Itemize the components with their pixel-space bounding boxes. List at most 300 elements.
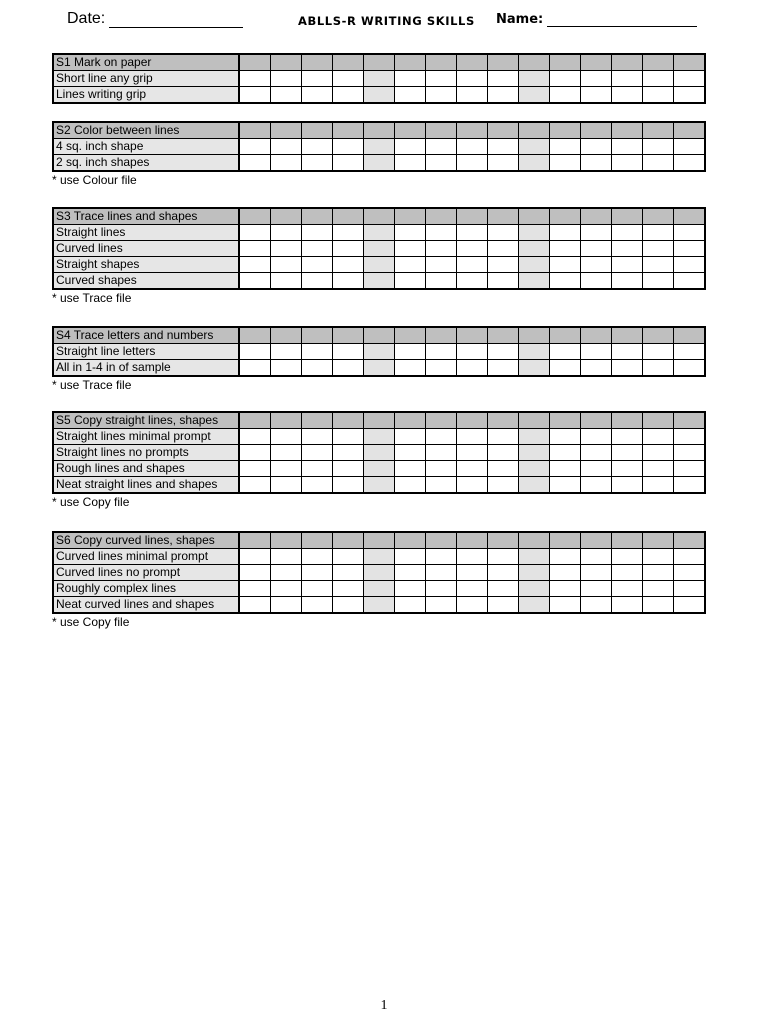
score-cell[interactable] bbox=[581, 225, 612, 241]
score-cell[interactable] bbox=[395, 327, 426, 344]
score-cell[interactable] bbox=[488, 54, 519, 71]
score-cell[interactable] bbox=[395, 461, 426, 477]
score-cell[interactable] bbox=[612, 225, 643, 241]
score-cell[interactable] bbox=[426, 581, 457, 597]
score-cell[interactable] bbox=[426, 71, 457, 87]
score-cell[interactable] bbox=[612, 241, 643, 257]
score-cell[interactable] bbox=[519, 122, 550, 139]
score-cell[interactable] bbox=[674, 122, 706, 139]
score-cell[interactable] bbox=[395, 477, 426, 494]
score-cell[interactable] bbox=[302, 87, 333, 104]
score-cell[interactable] bbox=[457, 122, 488, 139]
score-cell[interactable] bbox=[519, 71, 550, 87]
score-cell[interactable] bbox=[302, 597, 333, 614]
score-cell[interactable] bbox=[395, 597, 426, 614]
score-cell[interactable] bbox=[271, 225, 302, 241]
score-cell[interactable] bbox=[674, 344, 706, 360]
score-cell[interactable] bbox=[239, 344, 271, 360]
score-cell[interactable] bbox=[488, 461, 519, 477]
score-cell[interactable] bbox=[364, 565, 395, 581]
score-cell[interactable] bbox=[302, 429, 333, 445]
score-cell[interactable] bbox=[457, 429, 488, 445]
score-cell[interactable] bbox=[581, 139, 612, 155]
score-cell[interactable] bbox=[364, 54, 395, 71]
score-cell[interactable] bbox=[581, 581, 612, 597]
score-cell[interactable] bbox=[364, 155, 395, 172]
score-cell[interactable] bbox=[612, 581, 643, 597]
score-cell[interactable] bbox=[488, 122, 519, 139]
score-cell[interactable] bbox=[239, 155, 271, 172]
score-cell[interactable] bbox=[426, 208, 457, 225]
score-cell[interactable] bbox=[488, 327, 519, 344]
score-cell[interactable] bbox=[457, 71, 488, 87]
score-cell[interactable] bbox=[457, 532, 488, 549]
score-cell[interactable] bbox=[302, 327, 333, 344]
score-cell[interactable] bbox=[395, 445, 426, 461]
score-cell[interactable] bbox=[488, 477, 519, 494]
score-cell[interactable] bbox=[239, 71, 271, 87]
score-cell[interactable] bbox=[364, 412, 395, 429]
score-cell[interactable] bbox=[550, 54, 581, 71]
score-cell[interactable] bbox=[302, 122, 333, 139]
score-cell[interactable] bbox=[488, 581, 519, 597]
score-cell[interactable] bbox=[550, 461, 581, 477]
score-cell[interactable] bbox=[643, 208, 674, 225]
score-cell[interactable] bbox=[302, 54, 333, 71]
score-cell[interactable] bbox=[488, 257, 519, 273]
score-cell[interactable] bbox=[612, 139, 643, 155]
score-cell[interactable] bbox=[550, 549, 581, 565]
score-cell[interactable] bbox=[239, 477, 271, 494]
score-cell[interactable] bbox=[364, 139, 395, 155]
score-cell[interactable] bbox=[333, 597, 364, 614]
score-cell[interactable] bbox=[519, 532, 550, 549]
score-cell[interactable] bbox=[550, 477, 581, 494]
score-cell[interactable] bbox=[395, 549, 426, 565]
score-cell[interactable] bbox=[364, 122, 395, 139]
score-cell[interactable] bbox=[426, 54, 457, 71]
score-cell[interactable] bbox=[550, 225, 581, 241]
score-cell[interactable] bbox=[550, 597, 581, 614]
score-cell[interactable] bbox=[271, 581, 302, 597]
score-cell[interactable] bbox=[643, 122, 674, 139]
score-cell[interactable] bbox=[488, 429, 519, 445]
score-cell[interactable] bbox=[271, 429, 302, 445]
score-cell[interactable] bbox=[674, 327, 706, 344]
score-cell[interactable] bbox=[426, 344, 457, 360]
score-cell[interactable] bbox=[333, 71, 364, 87]
score-cell[interactable] bbox=[612, 532, 643, 549]
score-cell[interactable] bbox=[550, 581, 581, 597]
score-cell[interactable] bbox=[643, 344, 674, 360]
score-cell[interactable] bbox=[271, 208, 302, 225]
score-cell[interactable] bbox=[643, 327, 674, 344]
score-cell[interactable] bbox=[395, 360, 426, 377]
score-cell[interactable] bbox=[333, 429, 364, 445]
score-cell[interactable] bbox=[550, 155, 581, 172]
score-cell[interactable] bbox=[457, 565, 488, 581]
score-cell[interactable] bbox=[674, 208, 706, 225]
score-cell[interactable] bbox=[395, 429, 426, 445]
score-cell[interactable] bbox=[239, 549, 271, 565]
score-cell[interactable] bbox=[612, 327, 643, 344]
score-cell[interactable] bbox=[395, 139, 426, 155]
score-cell[interactable] bbox=[519, 412, 550, 429]
score-cell[interactable] bbox=[674, 532, 706, 549]
score-cell[interactable] bbox=[239, 225, 271, 241]
score-cell[interactable] bbox=[426, 225, 457, 241]
score-cell[interactable] bbox=[457, 257, 488, 273]
score-cell[interactable] bbox=[302, 549, 333, 565]
score-cell[interactable] bbox=[395, 54, 426, 71]
score-cell[interactable] bbox=[239, 257, 271, 273]
score-cell[interactable] bbox=[643, 461, 674, 477]
score-cell[interactable] bbox=[488, 532, 519, 549]
score-cell[interactable] bbox=[674, 54, 706, 71]
score-cell[interactable] bbox=[271, 360, 302, 377]
score-cell[interactable] bbox=[333, 565, 364, 581]
score-cell[interactable] bbox=[395, 208, 426, 225]
score-cell[interactable] bbox=[674, 461, 706, 477]
score-cell[interactable] bbox=[674, 429, 706, 445]
score-cell[interactable] bbox=[643, 581, 674, 597]
score-cell[interactable] bbox=[581, 565, 612, 581]
score-cell[interactable] bbox=[302, 208, 333, 225]
score-cell[interactable] bbox=[239, 597, 271, 614]
score-cell[interactable] bbox=[239, 412, 271, 429]
score-cell[interactable] bbox=[364, 597, 395, 614]
score-cell[interactable] bbox=[302, 257, 333, 273]
score-cell[interactable] bbox=[519, 360, 550, 377]
score-cell[interactable] bbox=[302, 241, 333, 257]
score-cell[interactable] bbox=[674, 155, 706, 172]
score-cell[interactable] bbox=[612, 122, 643, 139]
score-cell[interactable] bbox=[550, 87, 581, 104]
score-cell[interactable] bbox=[239, 532, 271, 549]
score-cell[interactable] bbox=[612, 87, 643, 104]
score-cell[interactable] bbox=[271, 549, 302, 565]
score-cell[interactable] bbox=[457, 208, 488, 225]
score-cell[interactable] bbox=[426, 122, 457, 139]
score-cell[interactable] bbox=[612, 360, 643, 377]
score-cell[interactable] bbox=[333, 412, 364, 429]
score-cell[interactable] bbox=[550, 429, 581, 445]
score-cell[interactable] bbox=[612, 71, 643, 87]
score-cell[interactable] bbox=[271, 54, 302, 71]
score-cell[interactable] bbox=[643, 412, 674, 429]
score-cell[interactable] bbox=[302, 461, 333, 477]
score-cell[interactable] bbox=[271, 71, 302, 87]
score-cell[interactable] bbox=[488, 139, 519, 155]
score-cell[interactable] bbox=[550, 241, 581, 257]
score-cell[interactable] bbox=[364, 581, 395, 597]
score-cell[interactable] bbox=[457, 445, 488, 461]
score-cell[interactable] bbox=[581, 327, 612, 344]
score-cell[interactable] bbox=[581, 155, 612, 172]
score-cell[interactable] bbox=[426, 477, 457, 494]
score-cell[interactable] bbox=[581, 532, 612, 549]
score-cell[interactable] bbox=[395, 532, 426, 549]
score-cell[interactable] bbox=[271, 565, 302, 581]
score-cell[interactable] bbox=[581, 360, 612, 377]
score-cell[interactable] bbox=[674, 273, 706, 290]
score-cell[interactable] bbox=[519, 327, 550, 344]
score-cell[interactable] bbox=[550, 257, 581, 273]
score-cell[interactable] bbox=[457, 327, 488, 344]
score-cell[interactable] bbox=[302, 155, 333, 172]
score-cell[interactable] bbox=[302, 532, 333, 549]
score-cell[interactable] bbox=[239, 445, 271, 461]
score-cell[interactable] bbox=[519, 581, 550, 597]
score-cell[interactable] bbox=[457, 225, 488, 241]
score-cell[interactable] bbox=[457, 87, 488, 104]
score-cell[interactable] bbox=[581, 461, 612, 477]
score-cell[interactable] bbox=[457, 461, 488, 477]
score-cell[interactable] bbox=[550, 327, 581, 344]
score-cell[interactable] bbox=[612, 155, 643, 172]
score-cell[interactable] bbox=[271, 477, 302, 494]
score-cell[interactable] bbox=[581, 208, 612, 225]
score-cell[interactable] bbox=[333, 581, 364, 597]
score-cell[interactable] bbox=[333, 360, 364, 377]
score-cell[interactable] bbox=[519, 87, 550, 104]
score-cell[interactable] bbox=[426, 87, 457, 104]
score-cell[interactable] bbox=[426, 327, 457, 344]
score-cell[interactable] bbox=[674, 139, 706, 155]
score-cell[interactable] bbox=[333, 549, 364, 565]
score-cell[interactable] bbox=[333, 477, 364, 494]
score-cell[interactable] bbox=[581, 273, 612, 290]
score-cell[interactable] bbox=[519, 208, 550, 225]
score-cell[interactable] bbox=[643, 597, 674, 614]
score-cell[interactable] bbox=[488, 412, 519, 429]
score-cell[interactable] bbox=[302, 412, 333, 429]
score-cell[interactable] bbox=[239, 461, 271, 477]
score-cell[interactable] bbox=[643, 565, 674, 581]
score-cell[interactable] bbox=[550, 71, 581, 87]
score-cell[interactable] bbox=[271, 273, 302, 290]
name-blank-line[interactable] bbox=[547, 12, 697, 27]
score-cell[interactable] bbox=[333, 344, 364, 360]
score-cell[interactable] bbox=[612, 412, 643, 429]
score-cell[interactable] bbox=[488, 344, 519, 360]
score-cell[interactable] bbox=[488, 241, 519, 257]
score-cell[interactable] bbox=[364, 71, 395, 87]
score-cell[interactable] bbox=[674, 549, 706, 565]
score-cell[interactable] bbox=[612, 257, 643, 273]
score-cell[interactable] bbox=[457, 412, 488, 429]
score-cell[interactable] bbox=[426, 273, 457, 290]
score-cell[interactable] bbox=[239, 87, 271, 104]
score-cell[interactable] bbox=[302, 71, 333, 87]
score-cell[interactable] bbox=[674, 257, 706, 273]
score-cell[interactable] bbox=[364, 549, 395, 565]
score-cell[interactable] bbox=[519, 461, 550, 477]
score-cell[interactable] bbox=[364, 344, 395, 360]
score-cell[interactable] bbox=[612, 273, 643, 290]
score-cell[interactable] bbox=[519, 597, 550, 614]
score-cell[interactable] bbox=[643, 139, 674, 155]
score-cell[interactable] bbox=[333, 461, 364, 477]
score-cell[interactable] bbox=[488, 549, 519, 565]
score-cell[interactable] bbox=[364, 429, 395, 445]
score-cell[interactable] bbox=[457, 155, 488, 172]
score-cell[interactable] bbox=[364, 461, 395, 477]
score-cell[interactable] bbox=[364, 327, 395, 344]
score-cell[interactable] bbox=[395, 581, 426, 597]
score-cell[interactable] bbox=[271, 412, 302, 429]
score-cell[interactable] bbox=[643, 549, 674, 565]
score-cell[interactable] bbox=[395, 87, 426, 104]
score-cell[interactable] bbox=[581, 54, 612, 71]
score-cell[interactable] bbox=[239, 241, 271, 257]
score-cell[interactable] bbox=[333, 122, 364, 139]
score-cell[interactable] bbox=[581, 429, 612, 445]
score-cell[interactable] bbox=[519, 155, 550, 172]
score-cell[interactable] bbox=[519, 225, 550, 241]
score-cell[interactable] bbox=[612, 445, 643, 461]
score-cell[interactable] bbox=[426, 461, 457, 477]
score-cell[interactable] bbox=[426, 597, 457, 614]
score-cell[interactable] bbox=[239, 273, 271, 290]
score-cell[interactable] bbox=[643, 71, 674, 87]
score-cell[interactable] bbox=[239, 139, 271, 155]
score-cell[interactable] bbox=[488, 155, 519, 172]
score-cell[interactable] bbox=[457, 273, 488, 290]
score-cell[interactable] bbox=[271, 445, 302, 461]
score-cell[interactable] bbox=[643, 225, 674, 241]
score-cell[interactable] bbox=[581, 241, 612, 257]
score-cell[interactable] bbox=[550, 532, 581, 549]
score-cell[interactable] bbox=[302, 344, 333, 360]
score-cell[interactable] bbox=[550, 565, 581, 581]
score-cell[interactable] bbox=[333, 87, 364, 104]
score-cell[interactable] bbox=[239, 327, 271, 344]
score-cell[interactable] bbox=[364, 532, 395, 549]
score-cell[interactable] bbox=[364, 225, 395, 241]
score-cell[interactable] bbox=[612, 461, 643, 477]
score-cell[interactable] bbox=[488, 597, 519, 614]
score-cell[interactable] bbox=[426, 155, 457, 172]
score-cell[interactable] bbox=[581, 549, 612, 565]
score-cell[interactable] bbox=[364, 477, 395, 494]
score-cell[interactable] bbox=[239, 122, 271, 139]
score-cell[interactable] bbox=[271, 344, 302, 360]
score-cell[interactable] bbox=[333, 445, 364, 461]
score-cell[interactable] bbox=[550, 122, 581, 139]
score-cell[interactable] bbox=[581, 257, 612, 273]
score-cell[interactable] bbox=[612, 477, 643, 494]
score-cell[interactable] bbox=[612, 344, 643, 360]
score-cell[interactable] bbox=[643, 429, 674, 445]
score-cell[interactable] bbox=[333, 241, 364, 257]
score-cell[interactable] bbox=[333, 273, 364, 290]
score-cell[interactable] bbox=[364, 241, 395, 257]
score-cell[interactable] bbox=[395, 155, 426, 172]
score-cell[interactable] bbox=[612, 208, 643, 225]
score-cell[interactable] bbox=[302, 273, 333, 290]
score-cell[interactable] bbox=[426, 445, 457, 461]
score-cell[interactable] bbox=[364, 360, 395, 377]
score-cell[interactable] bbox=[550, 139, 581, 155]
score-cell[interactable] bbox=[395, 257, 426, 273]
score-cell[interactable] bbox=[674, 71, 706, 87]
score-cell[interactable] bbox=[364, 87, 395, 104]
score-cell[interactable] bbox=[333, 155, 364, 172]
score-cell[interactable] bbox=[643, 257, 674, 273]
score-cell[interactable] bbox=[271, 532, 302, 549]
score-cell[interactable] bbox=[239, 360, 271, 377]
score-cell[interactable] bbox=[426, 565, 457, 581]
score-cell[interactable] bbox=[239, 54, 271, 71]
score-cell[interactable] bbox=[519, 565, 550, 581]
score-cell[interactable] bbox=[488, 225, 519, 241]
score-cell[interactable] bbox=[643, 532, 674, 549]
score-cell[interactable] bbox=[426, 412, 457, 429]
score-cell[interactable] bbox=[271, 327, 302, 344]
score-cell[interactable] bbox=[302, 565, 333, 581]
score-cell[interactable] bbox=[271, 241, 302, 257]
score-cell[interactable] bbox=[364, 273, 395, 290]
score-cell[interactable] bbox=[457, 581, 488, 597]
score-cell[interactable] bbox=[674, 87, 706, 104]
score-cell[interactable] bbox=[302, 445, 333, 461]
score-cell[interactable] bbox=[519, 549, 550, 565]
score-cell[interactable] bbox=[581, 445, 612, 461]
score-cell[interactable] bbox=[271, 155, 302, 172]
score-cell[interactable] bbox=[239, 581, 271, 597]
score-cell[interactable] bbox=[488, 87, 519, 104]
score-cell[interactable] bbox=[457, 360, 488, 377]
score-cell[interactable] bbox=[519, 273, 550, 290]
score-cell[interactable] bbox=[674, 412, 706, 429]
score-cell[interactable] bbox=[674, 581, 706, 597]
score-cell[interactable] bbox=[426, 549, 457, 565]
score-cell[interactable] bbox=[302, 477, 333, 494]
score-cell[interactable] bbox=[550, 412, 581, 429]
score-cell[interactable] bbox=[395, 344, 426, 360]
score-cell[interactable] bbox=[581, 71, 612, 87]
score-cell[interactable] bbox=[519, 477, 550, 494]
score-cell[interactable] bbox=[488, 273, 519, 290]
score-cell[interactable] bbox=[426, 532, 457, 549]
score-cell[interactable] bbox=[395, 225, 426, 241]
score-cell[interactable] bbox=[457, 241, 488, 257]
score-cell[interactable] bbox=[612, 565, 643, 581]
score-cell[interactable] bbox=[271, 257, 302, 273]
score-cell[interactable] bbox=[643, 241, 674, 257]
score-cell[interactable] bbox=[271, 87, 302, 104]
score-cell[interactable] bbox=[364, 208, 395, 225]
score-cell[interactable] bbox=[333, 532, 364, 549]
score-cell[interactable] bbox=[457, 54, 488, 71]
score-cell[interactable] bbox=[674, 445, 706, 461]
score-cell[interactable] bbox=[643, 87, 674, 104]
score-cell[interactable] bbox=[643, 273, 674, 290]
score-cell[interactable] bbox=[612, 54, 643, 71]
score-cell[interactable] bbox=[302, 139, 333, 155]
score-cell[interactable] bbox=[488, 360, 519, 377]
score-cell[interactable] bbox=[581, 412, 612, 429]
score-cell[interactable] bbox=[457, 344, 488, 360]
score-cell[interactable] bbox=[395, 565, 426, 581]
score-cell[interactable] bbox=[426, 257, 457, 273]
score-cell[interactable] bbox=[426, 360, 457, 377]
score-cell[interactable] bbox=[519, 429, 550, 445]
score-cell[interactable] bbox=[239, 565, 271, 581]
score-cell[interactable] bbox=[333, 327, 364, 344]
score-cell[interactable] bbox=[674, 225, 706, 241]
